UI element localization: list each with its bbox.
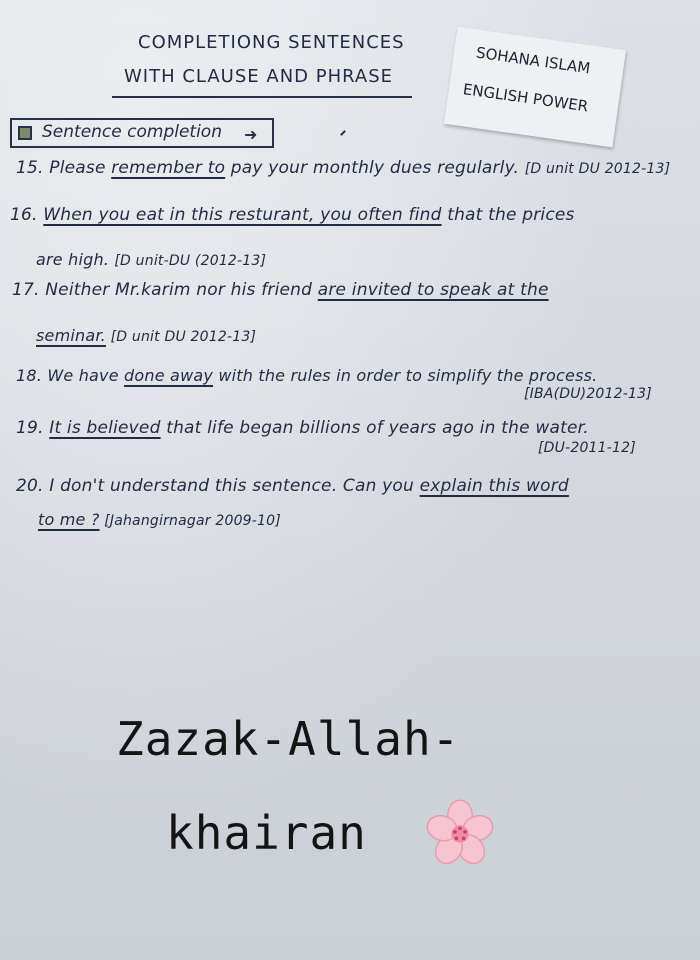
page-title-line1: COMPLETIONG SENTENCES xyxy=(138,32,405,53)
item-answer: It is believed xyxy=(49,418,161,438)
item-number: 16. xyxy=(10,205,38,225)
sentence-item-19 xyxy=(16,418,589,438)
sentence-item-20 xyxy=(16,476,569,496)
item-number: 20. xyxy=(16,476,44,496)
item-answer: When you eat in this resturant, you often find xyxy=(43,205,442,225)
sentence-item-20-line2 xyxy=(38,510,281,529)
stamp-brand: ENGLISH POWER xyxy=(461,80,590,116)
item-text: Neither Mr.karim nor his friend xyxy=(45,280,318,300)
item-number: 18. xyxy=(16,366,43,385)
section-label: Sentence completion xyxy=(42,122,222,142)
item-text: Please xyxy=(49,158,112,178)
arrow-right-icon: ➜ xyxy=(244,125,258,144)
sentence-item-15 xyxy=(16,158,670,178)
closing-line1: Zazak-Allah- xyxy=(116,712,461,766)
closing-line2: khairan xyxy=(166,806,367,860)
page-title-line2: WITH CLAUSE AND PHRASE xyxy=(124,66,394,87)
section-label-box xyxy=(10,118,274,148)
sentence-item-17 xyxy=(12,280,549,300)
cherry-blossom-icon xyxy=(424,798,496,870)
pen-mark xyxy=(340,130,346,136)
item-answer: are invited to speak at the xyxy=(317,280,549,300)
item-answer: remember to xyxy=(111,158,226,178)
sentence-item-18 xyxy=(16,366,597,385)
item-source: [DU-2011-12] xyxy=(538,440,636,456)
item-source: [D unit DU 2012-13] xyxy=(524,161,671,177)
item-answer: to me ? xyxy=(38,510,100,529)
item-text: that the prices xyxy=(441,205,575,225)
sentence-item-16 xyxy=(10,205,575,225)
item-number: 19. xyxy=(16,418,44,438)
item-answer: explain this word xyxy=(419,476,569,496)
item-text: We have xyxy=(47,366,125,385)
item-text: are high. xyxy=(36,250,110,269)
item-answer: seminar. xyxy=(36,326,106,345)
item-text: with the rules in order to simplify the process. xyxy=(213,366,598,385)
stamp-name: SOHANA ISLAM xyxy=(474,43,592,78)
item-number: 17. xyxy=(12,280,40,300)
item-text: I don't understand this sentence. Can you xyxy=(49,476,420,496)
sentence-item-17-line2 xyxy=(36,326,256,345)
item-source: [Jahangirnagar 2009-10] xyxy=(99,513,281,529)
item-source: [D unit-DU (2012-13] xyxy=(114,253,267,269)
title-underline xyxy=(112,96,412,98)
sentence-item-16-line2 xyxy=(36,250,266,269)
item-source: [IBA(DU)2012-13] xyxy=(524,386,652,402)
item-answer: done away xyxy=(124,366,214,385)
item-source: [D unit DU 2012-13] xyxy=(105,329,257,345)
author-stamp xyxy=(444,27,626,148)
item-text: that life began billions of years ago in the water. xyxy=(160,418,589,438)
item-number: 15. xyxy=(16,158,44,178)
book-icon xyxy=(18,126,32,140)
item-text: pay your monthly dues regularly. xyxy=(225,158,520,178)
